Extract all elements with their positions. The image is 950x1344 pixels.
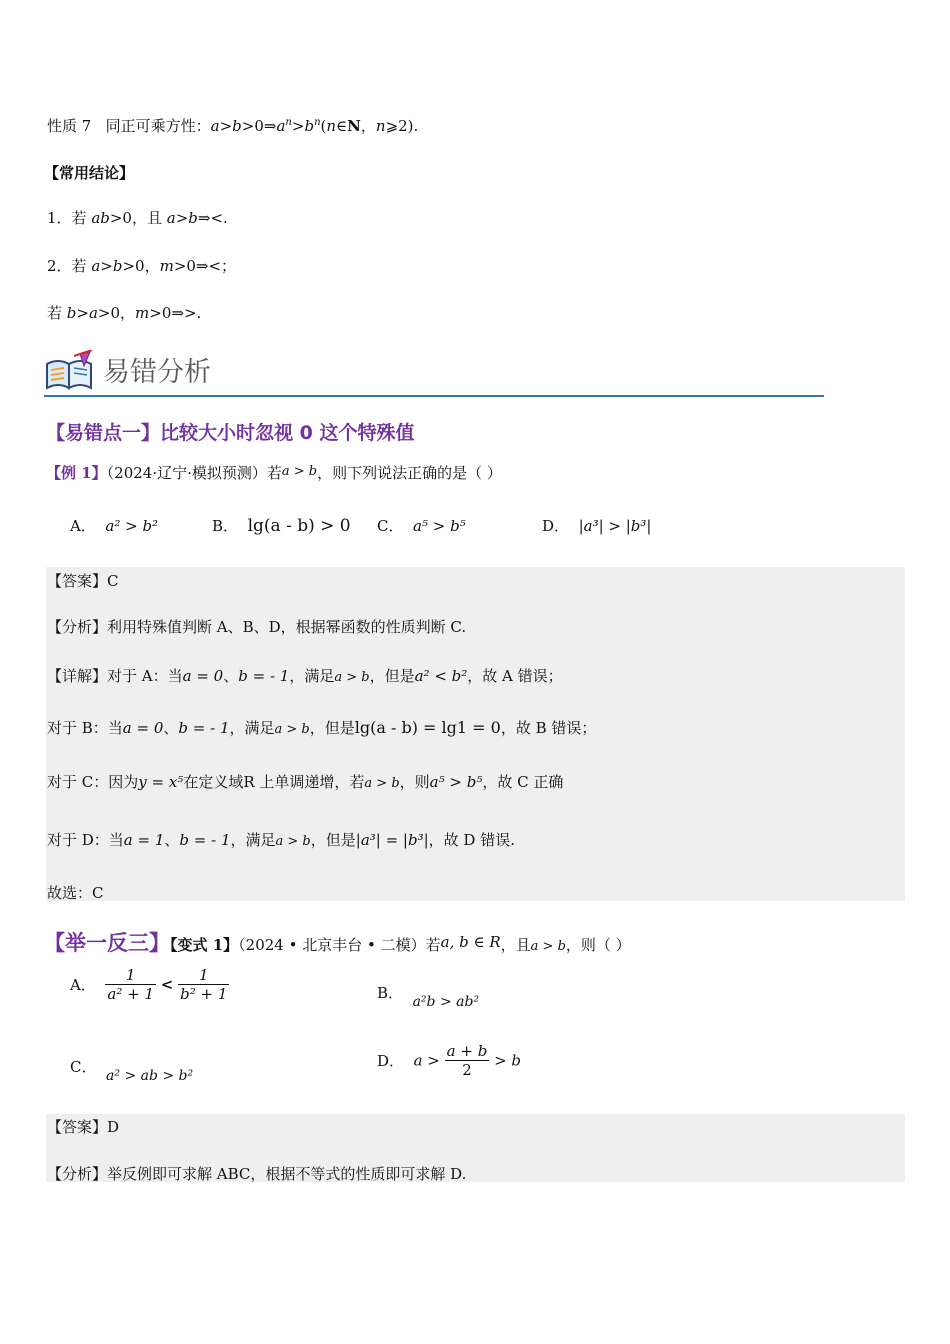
var-a: a: [210, 117, 220, 135]
op: >0⇒: [241, 117, 277, 135]
text: ，满足: [229, 719, 275, 737]
text: 若: [47, 304, 67, 322]
text: ，则: [399, 773, 430, 791]
text: ，但是: [310, 831, 356, 849]
op: <: [160, 975, 174, 994]
var-b: b: [232, 117, 242, 135]
variant-big-tag: 【举一反三】: [44, 931, 170, 955]
var-n: n: [375, 117, 386, 135]
example-1-question: [46, 462, 502, 483]
error-point-title: 【易错点一】比较大小时忽视 0 这个特殊值: [46, 422, 415, 444]
text: ，故 A 错误；: [467, 667, 563, 685]
op: >: [175, 209, 189, 227]
var-m: m: [135, 304, 150, 322]
variant-1-option-a: [70, 966, 229, 1003]
numerator: 1: [199, 966, 209, 984]
fraction: [105, 966, 156, 1003]
math: a = 1: [123, 831, 165, 849]
option-math: a²b > ab²: [412, 994, 480, 1010]
math: > b: [494, 1051, 522, 1070]
text: ⇒<.: [197, 209, 228, 227]
set-N: N: [347, 117, 361, 135]
text: 对于 A：当: [107, 667, 183, 685]
var-m: m: [159, 257, 174, 275]
var-n: n: [326, 117, 337, 135]
example-question: ，则下列说法正确的是（ ）: [317, 464, 502, 482]
property-name: 同正可乘方性：: [105, 117, 211, 135]
variant-1-answer: [47, 1117, 119, 1137]
text: 上单调递增，若: [254, 773, 365, 791]
option-math: a² > b²: [105, 517, 159, 535]
text: >0⇒<；: [173, 257, 237, 275]
math: a⁵ > b⁵: [429, 773, 483, 791]
variant-question: ，则（ ）: [565, 936, 631, 954]
text: 、: [163, 719, 179, 737]
text: ，且: [500, 936, 531, 954]
option-math: lg(a - b) > 0: [247, 516, 351, 536]
example-1-option-c: [377, 516, 466, 536]
answer-tag: 【答案】: [47, 1118, 108, 1136]
property-7-line: [47, 116, 418, 136]
denominator: b² + 1: [180, 985, 228, 1003]
text: 对于 B：当: [47, 719, 123, 737]
variant-1-option-c: [70, 1057, 193, 1086]
analysis-tag: 【分析】: [47, 1165, 108, 1183]
analysis-text: 举反例即可求解 ABC，根据不等式的性质即可求解 D.: [107, 1165, 467, 1183]
option-label: A．: [70, 517, 96, 535]
text: 对于 D：当: [47, 831, 124, 849]
denominator: a² + 1: [107, 985, 154, 1003]
answer-tag: 【答案】: [47, 572, 108, 590]
text: >0，: [122, 257, 160, 275]
denominator: 2: [445, 1060, 490, 1079]
text: ，但是: [309, 719, 355, 737]
text: 对于 C：因为: [47, 773, 139, 791]
option-label: C．: [70, 1058, 97, 1076]
fraction: [445, 1042, 490, 1079]
var-a: a: [166, 209, 176, 227]
option-math: a² > ab > b²: [106, 1068, 194, 1084]
op: >: [76, 304, 89, 322]
example-1-option-d: [542, 516, 651, 536]
variant-1-analysis: [47, 1164, 466, 1184]
variant-cond2: a > b: [530, 939, 566, 954]
math: a > b: [364, 776, 400, 791]
math: a = 0: [182, 667, 224, 685]
var-b: b: [66, 304, 77, 322]
numerator: 1: [125, 966, 136, 984]
answer-value: D: [107, 1118, 120, 1136]
op: (: [320, 117, 327, 135]
answer-value: C: [107, 572, 119, 590]
math: a > b: [274, 722, 310, 737]
numerator: a + b: [446, 1042, 488, 1060]
text: 、: [223, 667, 239, 685]
option-label: B．: [212, 517, 239, 535]
text: ，满足: [230, 831, 276, 849]
open-book-icon: [44, 350, 96, 394]
text: ，故 B 错误；: [500, 719, 597, 737]
detail-tag: 【详解】: [47, 667, 108, 685]
section-rule: [44, 395, 824, 397]
common-conclusions-title: 【常用结论】: [44, 164, 135, 182]
variant-cond1: a, b ∈ R: [440, 933, 501, 951]
text: >0⇒>.: [149, 304, 202, 322]
example-1-option-b: [212, 516, 351, 536]
variant-1-option-d: [377, 1042, 521, 1079]
var-a: a: [91, 257, 101, 275]
op: ，: [360, 117, 376, 135]
variant-tag: 【变式 1】: [170, 936, 239, 954]
math: R: [243, 773, 255, 791]
math: a >: [413, 1051, 440, 1070]
option-label: D．: [377, 1052, 405, 1070]
math: a > b: [334, 670, 370, 685]
conclusion-2: [47, 256, 236, 276]
text: 2．若: [47, 257, 92, 275]
analysis-tag: 【分析】: [47, 618, 108, 636]
text: >0，: [97, 304, 136, 322]
math: b = - 1: [178, 719, 230, 737]
text: 在定义域: [183, 773, 244, 791]
analysis-text: 利用特殊值判断 A、B、D，根据幂函数的性质判断 C.: [107, 618, 467, 636]
text: ，故 C 正确: [482, 773, 564, 791]
text: ，但是: [369, 667, 415, 685]
op: ∈: [336, 117, 348, 135]
math: a² < b²: [414, 667, 468, 685]
math: |a³| = |b³|: [355, 831, 429, 849]
math: b = - 1: [179, 831, 231, 849]
math: a > b: [275, 834, 311, 849]
variant-1-option-b: [377, 983, 479, 1012]
var-a: a: [88, 304, 98, 322]
text: >0，且: [109, 209, 167, 227]
detail-c: [47, 772, 563, 794]
op: >: [291, 117, 305, 135]
conclusion-1: [47, 208, 228, 228]
example-condition: a > b: [281, 464, 318, 479]
op: >: [219, 117, 233, 135]
option-math: |a³| > |b³|: [578, 517, 652, 535]
op: >: [100, 257, 113, 275]
text: 、: [164, 831, 180, 849]
var-a: a: [276, 117, 286, 135]
detail-a: [47, 666, 563, 688]
example-1-answer: [47, 571, 119, 591]
variant-1-question: [44, 928, 631, 961]
detail-d: [47, 830, 515, 852]
text: 1．若: [47, 209, 92, 227]
math: lg(a - b) = lg1 = 0: [354, 718, 501, 737]
option-label: C．: [377, 517, 404, 535]
fraction: [178, 966, 229, 1003]
example-1-option-a: [70, 516, 158, 536]
section-title: 易错分析: [103, 357, 211, 388]
option-label: A．: [70, 976, 96, 994]
example-1-choice: 故选：C: [47, 884, 104, 902]
variant-source: （2024 • 北京丰台 • 二模）若: [238, 936, 441, 954]
option-math: a⁵ > b⁵: [413, 517, 466, 535]
var-b: b: [112, 257, 123, 275]
text: ，满足: [289, 667, 335, 685]
exp-n: n: [285, 117, 292, 128]
text: ，故 D 错误.: [428, 831, 515, 849]
var-ab: ab: [91, 209, 110, 227]
math: y = x⁵: [138, 773, 184, 791]
op: ⩾2).: [385, 117, 419, 135]
option-label: D．: [542, 517, 570, 535]
exp-n: n: [314, 117, 321, 128]
example-source: （2024·辽宁·模拟预测）若: [106, 464, 282, 482]
example-1-analysis: [47, 617, 466, 637]
var-b: b: [304, 117, 315, 135]
detail-b: [47, 718, 596, 740]
example-tag: 【例 1】: [46, 464, 107, 482]
property-label: 性质 7: [47, 117, 92, 135]
option-label: B．: [377, 984, 404, 1002]
conclusion-3: [47, 303, 201, 323]
math: b = - 1: [238, 667, 290, 685]
var-b: b: [188, 209, 198, 227]
math: a = 0: [122, 719, 164, 737]
